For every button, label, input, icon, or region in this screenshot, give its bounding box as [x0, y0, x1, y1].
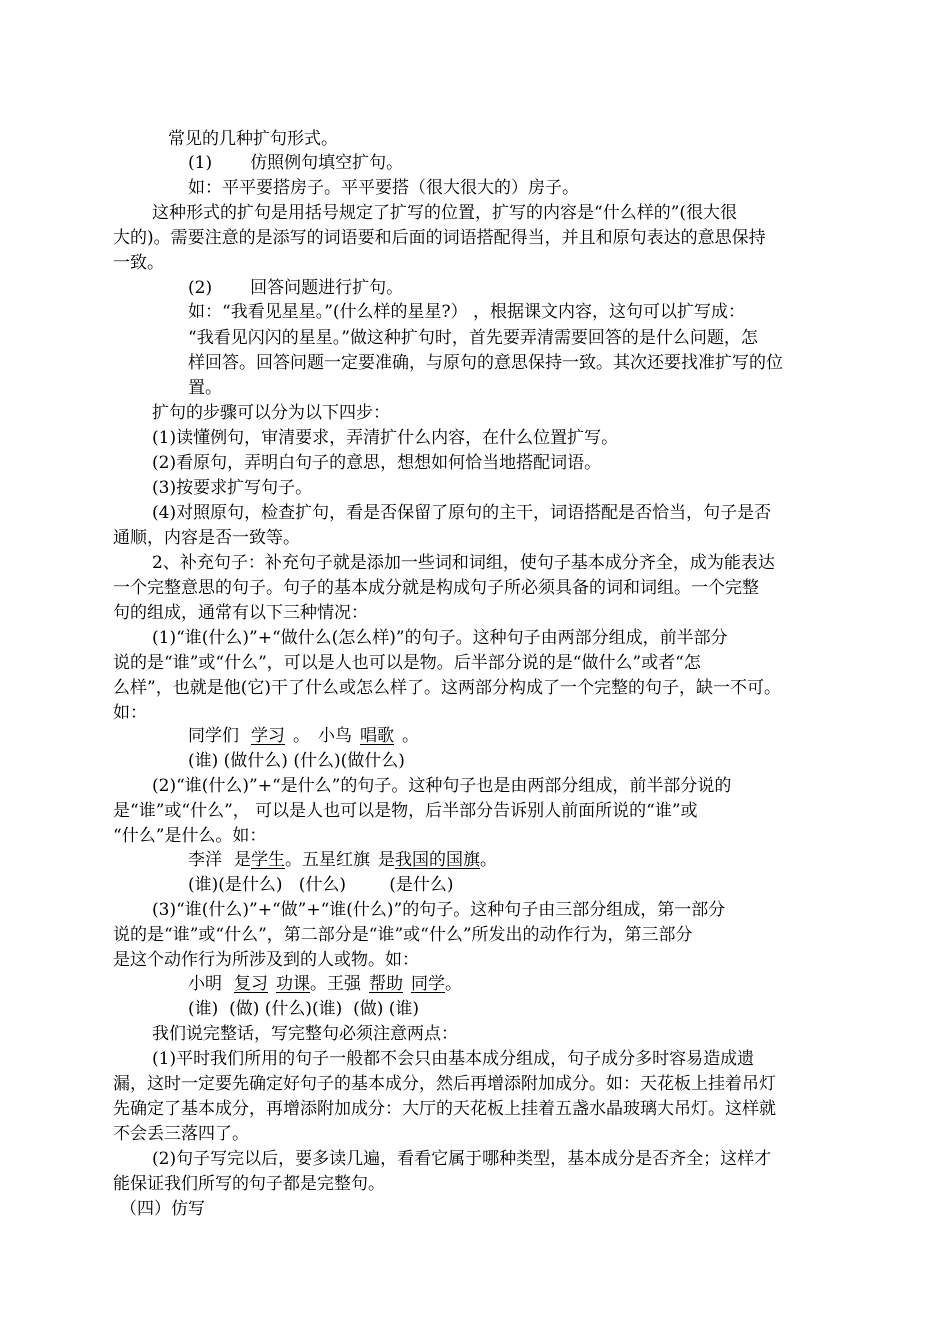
example-sentence	[188, 724, 419, 748]
role-labels: (谁)(是什么) (什么) (是什么)	[188, 875, 454, 895]
step-item: (2)看原句，弄明白句子的意思，想想如何恰当地搭配词语。	[152, 453, 602, 473]
paragraph-line: (3)“谁(什么)”+“做”+“谁(什么)”的句子。这种句子由三部分组成，第一部分	[152, 900, 726, 920]
paragraph-line: (2)句子写完以后，要多读几遍，看看它属于哪种类型，基本成分是否齐全；这样才	[152, 1149, 772, 1169]
paragraph-line: 说的是“谁”或“什么”，第二部分是“谁”或“什么”所发出的动作行为，第三部分	[113, 925, 693, 945]
item-text: 回答问题进行扩句。	[250, 278, 404, 298]
paragraph-line: 大的)。需要注意的是添写的词语要和后面的词语搭配得当，并且和原句表达的意思保持	[113, 228, 766, 248]
example-sentence	[188, 972, 462, 996]
section-heading: 2、补充句子：补充句子就是添加一些词和词组，使句子基本成分齐全，成为能表达	[152, 553, 775, 573]
verb-word: 是	[234, 850, 251, 870]
paragraph-line: 先确定了基本成分，再增添附加成分：大厅的天花板上挂着五盏水晶玻璃大吊灯。这样就	[113, 1099, 776, 1119]
item-text: 仿照例句填空扩句。	[250, 153, 404, 173]
paragraph-line: 这种形式的扩句是用括号规定了扩写的位置，扩写的内容是“什么样的”(很大很	[152, 203, 738, 223]
subject-word: 李洋	[188, 850, 222, 870]
numbered-heading	[188, 276, 403, 300]
item-number: (1)	[188, 153, 213, 173]
section-heading: （四）仿写	[120, 1199, 205, 1219]
example-line: 如：平平要搭房子。平平要搭（很大很大的）房子。	[188, 178, 579, 198]
paragraph-line: 是这个动作行为所涉及到的人或物。如：	[113, 950, 419, 970]
subject-word: 小明	[188, 974, 222, 994]
paragraph-line: 如：	[113, 703, 147, 723]
role-labels: (谁) (做) (什么)(谁) (做) (谁)	[188, 999, 420, 1019]
punctuation: 。	[293, 726, 310, 746]
paragraph-line: 漏，这时一定要先确定好句子的基本成分，然后再增添附加成分。如：天花板上挂着吊灯	[113, 1074, 776, 1094]
predicate-word: 复习	[234, 974, 268, 994]
numbered-heading	[188, 151, 403, 175]
paragraph-line: “什么”是什么。如：	[113, 826, 267, 846]
subject-word: 。王强	[310, 974, 361, 994]
example-sentence	[188, 848, 497, 872]
paragraph-line: “我看见闪闪的星星。”做这种扩句时，首先要弄清需要回答的是什么问题，怎	[188, 328, 758, 348]
paragraph-line: 常见的几种扩句形式。	[168, 129, 338, 149]
paragraph-line: (1)平时我们所用的句子一般都不会只由基本成分组成，句子成分多时容易造成遗	[152, 1049, 755, 1069]
example-line: 如：“我看见星星。”(什么样的星星?） ，根据课文内容，这句可以扩写成：	[188, 302, 746, 322]
predicate-word: 学生	[251, 850, 285, 870]
paragraph-line: 是“谁”或“什么”， 可以是人也可以是物，后半部分告诉别人前面所说的“谁”或	[113, 801, 698, 821]
punctuation: 。	[480, 850, 497, 870]
step-item: (1)读懂例句，审清要求，弄清扩什么内容，在什么位置扩写。	[152, 428, 619, 448]
paragraph-line: 不会丢三落四了。	[113, 1124, 249, 1144]
paragraph-line: (2)“谁(什么)”+“是什么”的句子。这种句子也是由两部分组成，前半部分说的	[152, 776, 732, 796]
paragraph-line: 通顺，内容是否一致等。	[113, 528, 300, 548]
subject-word: 。五星红旗	[285, 850, 370, 870]
predicate-word: 唱歌	[360, 726, 394, 746]
item-number: (2)	[188, 278, 213, 298]
paragraph-line: 说的是“谁”或“什么”，可以是人也可以是物。后半部分说的是“做什么”或者“怎	[113, 653, 701, 673]
paragraph-line: 能保证我们所写的句子都是完整句。	[113, 1174, 385, 1194]
paragraph-line: 么样”，也就是他(它)干了什么或怎么样了。这两部分构成了一个完整的句子，缺一不可。	[113, 678, 781, 698]
paragraph-line: 样回答。回答问题一定要准确，与原句的意思保持一致。其次还要找准扩写的位	[188, 353, 783, 373]
paragraph-line: 一致。	[113, 253, 164, 273]
predicate-word: 学习	[251, 726, 285, 746]
punctuation: 。	[445, 974, 462, 994]
predicate-word: 帮助	[369, 974, 403, 994]
step-item: (4)对照原句，检查扩句，看是否保留了原句的主干，词语搭配是否恰当，句子是否	[152, 503, 772, 523]
verb-word: 是	[378, 850, 395, 870]
punctuation: 。	[402, 726, 419, 746]
predicate-word: 我国的国旗	[395, 850, 480, 870]
object-word: 同学	[411, 974, 445, 994]
role-labels: (谁) (做什么) (什么)(做什么)	[188, 751, 405, 771]
paragraph-line: 置。	[188, 378, 222, 398]
object-word: 功课	[276, 974, 310, 994]
paragraph-line: 我们说完整话，写完整句必须注意两点：	[152, 1024, 458, 1044]
paragraph-line: 一个完整意思的句子。句子的基本成分就是构成句子所必须具备的词和词组。一个完整	[113, 578, 759, 598]
subject-word: 小鸟	[318, 726, 352, 746]
paragraph-line: (1)“谁(什么)”+“做什么(怎么样)”的句子。这种句子由两部分组成，前半部分	[152, 628, 728, 648]
paragraph-line: 扩句的步骤可以分为以下四步：	[152, 403, 390, 423]
step-item: (3)按要求扩写句子。	[152, 478, 313, 498]
paragraph-line: 句的组成，通常有以下三种情况：	[113, 603, 368, 623]
subject-word: 同学们	[188, 726, 239, 746]
